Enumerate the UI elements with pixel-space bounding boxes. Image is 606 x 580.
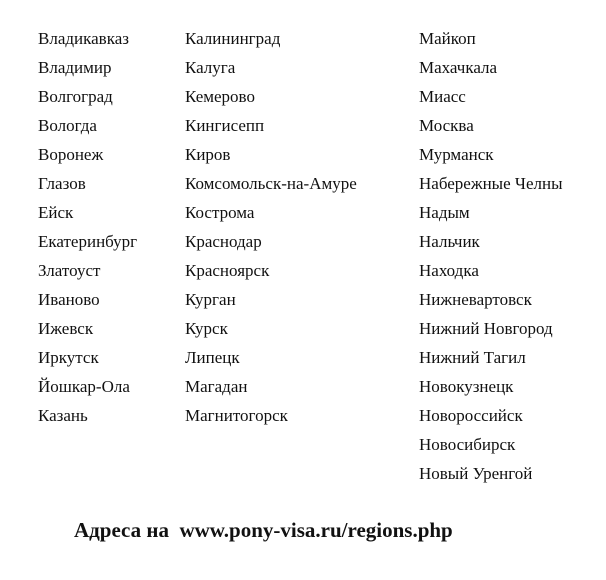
city-item: Новосибирск <box>419 435 516 454</box>
city-item: Майкоп <box>419 29 476 48</box>
city-item: Курск <box>185 319 228 338</box>
city-item: Новокузнецк <box>419 377 514 396</box>
city-item: Вологда <box>38 116 97 135</box>
city-column-2 <box>185 27 357 433</box>
city-item: Миасс <box>419 87 466 106</box>
city-item: Нижний Тагил <box>419 348 526 367</box>
city-item: Набережные Челны <box>419 174 563 193</box>
city-item: Владикавказ <box>38 29 129 48</box>
city-item: Новороссийск <box>419 406 523 425</box>
city-column-1 <box>38 27 137 433</box>
city-item: Красноярск <box>185 261 270 280</box>
city-item: Кемерово <box>185 87 255 106</box>
city-item: Казань <box>38 406 88 425</box>
city-item: Курган <box>185 290 236 309</box>
city-item: Липецк <box>185 348 240 367</box>
city-item: Волгоград <box>38 87 113 106</box>
city-item: Магнитогорск <box>185 406 288 425</box>
city-item: Краснодар <box>185 232 262 251</box>
city-item: Киров <box>185 145 231 164</box>
city-column-3 <box>419 27 563 491</box>
city-item: Ижевск <box>38 319 94 338</box>
city-item: Калуга <box>185 58 236 77</box>
city-item: Ейск <box>38 203 74 222</box>
city-item: Глазов <box>38 174 86 193</box>
city-item: Йошкар-Ола <box>38 377 130 396</box>
city-item: Комсомольск-на-Амуре <box>185 174 357 193</box>
city-item: Златоуст <box>38 261 101 280</box>
city-item: Москва <box>419 116 474 135</box>
city-item: Владимир <box>38 58 112 77</box>
city-item: Махачкала <box>419 58 498 77</box>
city-item: Новый Уренгой <box>419 464 533 483</box>
city-item: Иваново <box>38 290 100 309</box>
city-item: Магадан <box>185 377 248 396</box>
city-item: Воронеж <box>38 145 104 164</box>
city-item: Нижневартовск <box>419 290 532 309</box>
city-item: Екатеринбург <box>38 232 138 251</box>
city-item: Находка <box>419 261 479 280</box>
city-item: Кингисепп <box>185 116 265 135</box>
city-item: Кострома <box>185 203 255 222</box>
city-item: Мурманск <box>419 145 494 164</box>
city-item: Калининград <box>185 29 281 48</box>
addresses-footer: Адреса на www.pony-visa.ru/regions.php <box>74 518 453 542</box>
city-item: Нижний Новгород <box>419 319 553 338</box>
city-item: Иркутск <box>38 348 99 367</box>
city-item: Нальчик <box>419 232 480 251</box>
city-item: Надым <box>419 203 470 222</box>
